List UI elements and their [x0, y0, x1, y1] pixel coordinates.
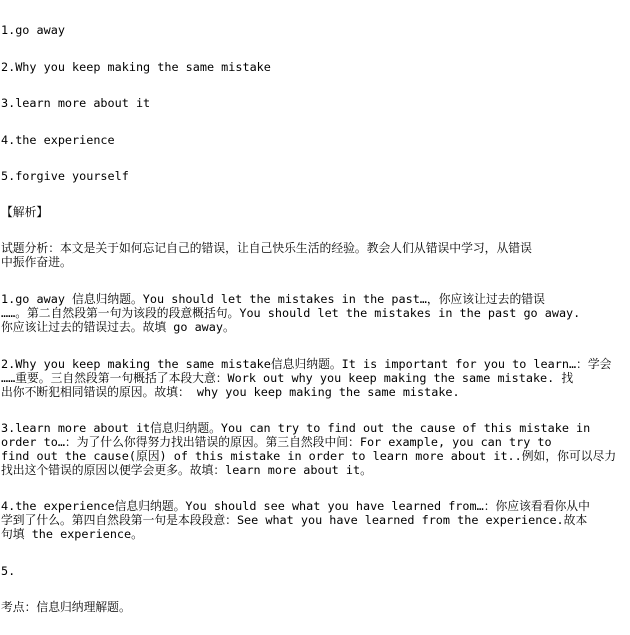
answer-line-2: 2.Why you keep making the same mistake [1, 60, 271, 74]
analysis-intro-line-2: 中振作奋进。 [1, 255, 72, 269]
answer-line-4: 4.the experience [1, 133, 115, 147]
analysis-intro-line-1: 试题分析：本文是关于如何忘记自己的错误，让自己快乐生活的经验。教会人们从错误中学习，从错误 [1, 241, 532, 255]
answer-line-3: 3.learn more about it [1, 96, 151, 110]
explanation-4-line-3: 句填 the experience。 [1, 527, 143, 541]
explanation-4-line-1: 4.the experience信息归纳题。You should see what you have learned from…：你应该看看你从中 [1, 499, 590, 513]
explanation-1-line-3: 你应该让过去的错误过去。故填 go away。 [1, 320, 235, 334]
explanation-2-line-2: ……重要。三自然段第一句概括了本段大意：Work out why you keep making the same mistake. 找 [1, 371, 574, 385]
explanation-1-line-2: ……。第二自然段第一句为该段的段意概括句。You should let the mistakes in the past go away. [1, 306, 581, 320]
explanation-3-line-4: 找出这个错误的原因以便学会更多。故填：learn more about it。 [1, 463, 372, 477]
explanation-1-line-1: 1.go away 信息归纳题。You should let the mistakes in the past…，你应该让过去的错误 [1, 292, 545, 306]
explanation-3-line-1: 3.learn more about it信息归纳题。You can try to find out the cause of this mistake in [1, 421, 591, 435]
explanation-2-line-3: 出你不断犯相同错误的原因。故填： why you keep making the same mistake. [1, 385, 460, 399]
analysis-heading: 【解析】 [1, 205, 49, 219]
explanation-3-line-2: order to…：为了什么你得努力找出错误的原因。第三自然段中间：For example, you can try to [1, 435, 552, 449]
explanation-2-line-1: 2.Why you keep making the same mistake信息归纳题。It is important for you to learn…：学会 [1, 357, 612, 371]
explanation-3-line-3: find out the cause(原因) of this mistake in order to learn more about it..例如，你可以尽力 [1, 449, 617, 463]
kaodian-line: 考点：信息归纳理解题。 [1, 600, 131, 614]
explanation-4-line-2: 学到了什么。第四自然段第一句是本段段意：See what you have learned from the experience.故本 [1, 513, 588, 527]
answer-line-1: 1.go away [1, 23, 65, 37]
explanation-5-line-1: 5. [1, 564, 16, 578]
answer-line-5: 5.forgive yourself [1, 169, 129, 183]
